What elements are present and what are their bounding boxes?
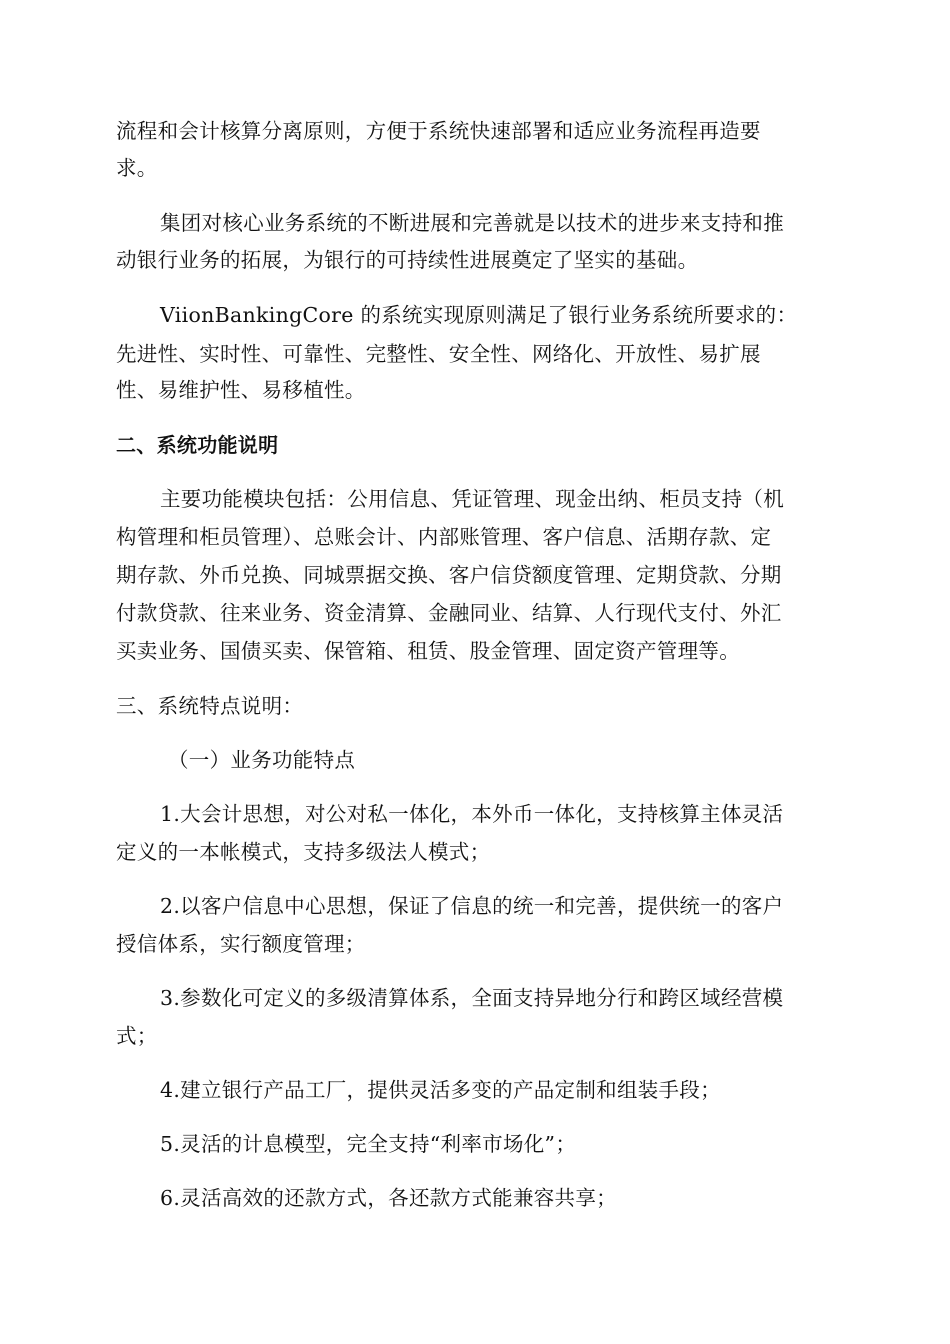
paragraph-line: 买卖业务、国债买卖、保管箱、租赁、股金管理、固定资产管理等。: [116, 639, 740, 663]
paragraph-line: 期存款、外币兑换、同城票据交换、客户信贷额度管理、定期贷款、分期: [116, 563, 782, 587]
paragraph-line: ViionBankingCore 的系统实现原则满足了银行业务系统所要求的：: [160, 303, 798, 327]
paragraph-line: 性、易维护性、易移植性。: [116, 378, 366, 402]
section-heading: 二、系统功能说明: [116, 433, 279, 457]
list-item-line: 2.以客户信息中心思想，保证了信息的统一和完善，提供统一的客户: [160, 894, 784, 918]
list-item-line: 3.参数化可定义的多级清算体系，全面支持异地分行和跨区域经营模: [160, 986, 784, 1010]
paragraph-line: 动银行业务的拓展，为银行的可持续性进展奠定了坚实的基础。: [116, 248, 699, 272]
paragraph-line: 集团对核心业务系统的不断进展和完善就是以技术的进步来支持和推: [160, 211, 784, 235]
list-item-line: 定义的一本帐模式，支持多级法人模式；: [116, 840, 491, 864]
subsection-heading: （一）业务功能特点: [168, 748, 356, 772]
list-item-line: 式；: [116, 1024, 158, 1048]
list-item-line: 1.大会计思想，对公对私一体化，本外币一体化，支持核算主体灵活: [160, 802, 784, 826]
paragraph-line: 构管理和柜员管理）、总账会计、内部账管理、客户信息、活期存款、定: [116, 525, 772, 549]
paragraph-line: 先进性、实时性、可靠性、完整性、安全性、网络化、开放性、易扩展: [116, 342, 761, 366]
list-item-line: 6.灵活高效的还款方式，各还款方式能兼容共享；: [160, 1186, 617, 1210]
paragraph-line: 主要功能模块包括：公用信息、凭证管理、现金出纳、柜员支持（机: [160, 487, 784, 511]
section-heading: 三、系统特点说明：: [116, 694, 304, 718]
paragraph-line: 求。: [116, 156, 158, 180]
paragraph-line: 付款贷款、往来业务、资金清算、金融同业、结算、人行现代支付、外汇: [116, 601, 782, 625]
paragraph-line: 流程和会计核算分离原则，方便于系统快速部署和适应业务流程再造要: [116, 119, 761, 143]
list-item-line: 4.建立银行产品工厂，提供灵活多变的产品定制和组装手段；: [160, 1078, 721, 1102]
list-item-line: 5.灵活的计息模型，完全支持“利率市场化”；: [160, 1132, 577, 1156]
list-item-line: 授信体系，实行额度管理；: [116, 932, 366, 956]
